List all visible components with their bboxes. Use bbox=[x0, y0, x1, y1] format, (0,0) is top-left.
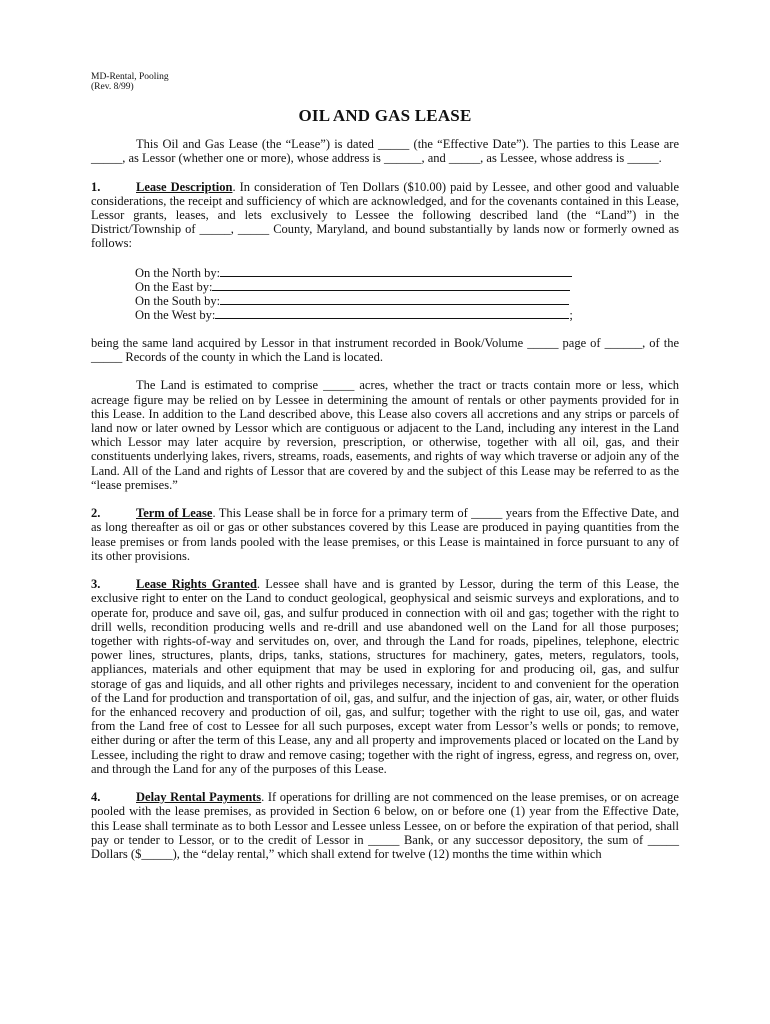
section-4-text: . If operations for drilling are not commenced on the lease premises, or on acreage pooled with the lease premises, as provided in Section 6 below, on or before one (1) year from the Effective Date, this Lease shall terminate as to both Lessor and Lessee unless Lessee, on or before the expiration of that period, shall pay or tender to Lessor, or to the credit of Lessor in _____ Bank, or any successor depository, the sum of _____ Dollars ($_____), the “delay rental,” which shall extend for twelve (12) months the time within which bbox=[91, 790, 679, 861]
boundary-south-blank bbox=[220, 293, 569, 305]
section-4-number: 4. bbox=[91, 790, 101, 805]
boundary-west bbox=[135, 307, 679, 321]
section-2-number: 2. bbox=[91, 506, 101, 521]
boundary-east bbox=[135, 279, 679, 293]
section-1-number: 1. bbox=[91, 179, 101, 194]
boundary-west-blank bbox=[215, 307, 569, 319]
section-4-paragraph bbox=[91, 790, 679, 861]
section-3-number: 3. bbox=[91, 577, 101, 592]
form-revision: (Rev. 8/99) bbox=[91, 82, 134, 92]
boundary-north-label: On the North by: bbox=[135, 265, 221, 280]
section-1-heading: Lease Description bbox=[136, 179, 233, 194]
document-title: OIL AND GAS LEASE bbox=[298, 106, 472, 125]
boundary-west-label: On the West by: bbox=[135, 308, 216, 323]
section-2-text: . This Lease shall be in force for a primary term of _____ years from the Effective Date, and as long thereafter as oil or gas or other substances covered by this Lease are produced in paying quantities from the lease premises or from lands pooled with the lease premises, or this Lease is maintained in force pursuant to any of its other provisions. bbox=[91, 506, 679, 563]
intro-paragraph: This Oil and Gas Lease (the “Lease”) is dated _____ (the “Effective Date”). The parties to this Lease are _____, as Lessor (whether one or more), whose address is ______, and _____, as Lessee, whose address is _____. bbox=[91, 137, 679, 166]
form-code: MD-Rental, Pooling bbox=[91, 72, 169, 82]
section-2-heading: Term of Lease bbox=[136, 506, 213, 521]
boundary-south bbox=[135, 293, 679, 307]
boundary-east-label: On the East by: bbox=[135, 279, 213, 294]
acquired-paragraph: being the same land acquired by Lessor in that instrument recorded in Book/Volume _____ page of ______, of the _____ Records of the county in which the Land is located. bbox=[91, 335, 679, 364]
section-3-text: . Lessee shall have and is granted by Lessor, during the term of this Lease, the exclusive right to enter on the Land to conduct geological, geophysical and seismic surveys and explorations, and to operate for, produce and save oil, gas, and sulfur produced in connection with oil and gas; together with the right to drill wells, recondition producing wells and re-drill and use abandoned well on the Land for all those purposes; together with rights-of-way and servitudes on, over, and through the Land for roads, pipelines, telephone, electric power lines, structures, plants, drips, tanks, stations, structures for machinery, gates, meters, regulators, tools, appliances, materials and other equipment that may be used in exploring for and producing oil, gas, and sulfur storage of gas and liquids, and all other rights and privileges necessary, incident to and convenient for the operation of the Land for production and transportation of oil, gas, and sulfur, and the injection of gas, air, water, or other fluids for the enhanced recovery and production of oil, gas, and sulfur; together with the right to use oil, gas, and water from the Land free of cost to Lessee for all such purposes, except water from Lessor’s wells or ponds; to remove, either during or after the term of this Lease, any and all property and improvements placed or located on the Land by Lessee, including the right to draw and remove casing; together with the right of ingress, egress, and regress on, over, and through the Land for any of the purposes of this Lease. bbox=[91, 577, 679, 776]
section-4-heading: Delay Rental Payments bbox=[136, 790, 262, 805]
boundary-north-blank bbox=[220, 265, 572, 277]
section-3-heading: Lease Rights Granted bbox=[136, 577, 257, 592]
section-2-paragraph bbox=[91, 506, 679, 563]
document-body bbox=[91, 137, 679, 861]
boundary-south-label: On the South by: bbox=[135, 294, 221, 309]
section-1-text: . In consideration of Ten Dollars ($10.00) paid by Lessee, and other good and valuable considerations, the receipt and sufficiency of which are acknowledged, and for the covenants contained in this Lease, Lessor grants, leases, and lets exclusively to Lessee the following described land (the “Land”) in the District/Township of _____, _____ County, Maryland, and bound substantially by lands now or formerly owned as follows: bbox=[91, 179, 679, 251]
acreage-paragraph: The Land is estimated to comprise _____ acres, whether the tract or tracts contain more or less, which acreage figure may be relied on by Lessee in determining the amount of rentals or other payments provided for in this Lease. In addition to the Land described above, this Lease also covers all accretions and any strips or parcels of land now or later owned by Lessor which are contiguous or adjacent to the Land, including any interest in the Land which Lessor may later acquire by reversion, prescription, or otherwise, together with all oil, gas, and their constituents underlying lakes, rivers, streams, roads, easements, and rights of way which traverse or adjoin any of the Land. All of the Land and rights of Lessor that are covered by and the subject of this Lease may be referred to as the “lease premises.” bbox=[91, 378, 679, 492]
boundary-east-blank bbox=[212, 279, 570, 291]
boundary-west-end: ; bbox=[569, 308, 573, 323]
boundary-north bbox=[135, 265, 679, 279]
section-1-paragraph bbox=[91, 180, 679, 251]
boundary-list bbox=[135, 265, 679, 322]
form-identifier bbox=[91, 72, 169, 92]
section-3-paragraph bbox=[91, 577, 679, 776]
